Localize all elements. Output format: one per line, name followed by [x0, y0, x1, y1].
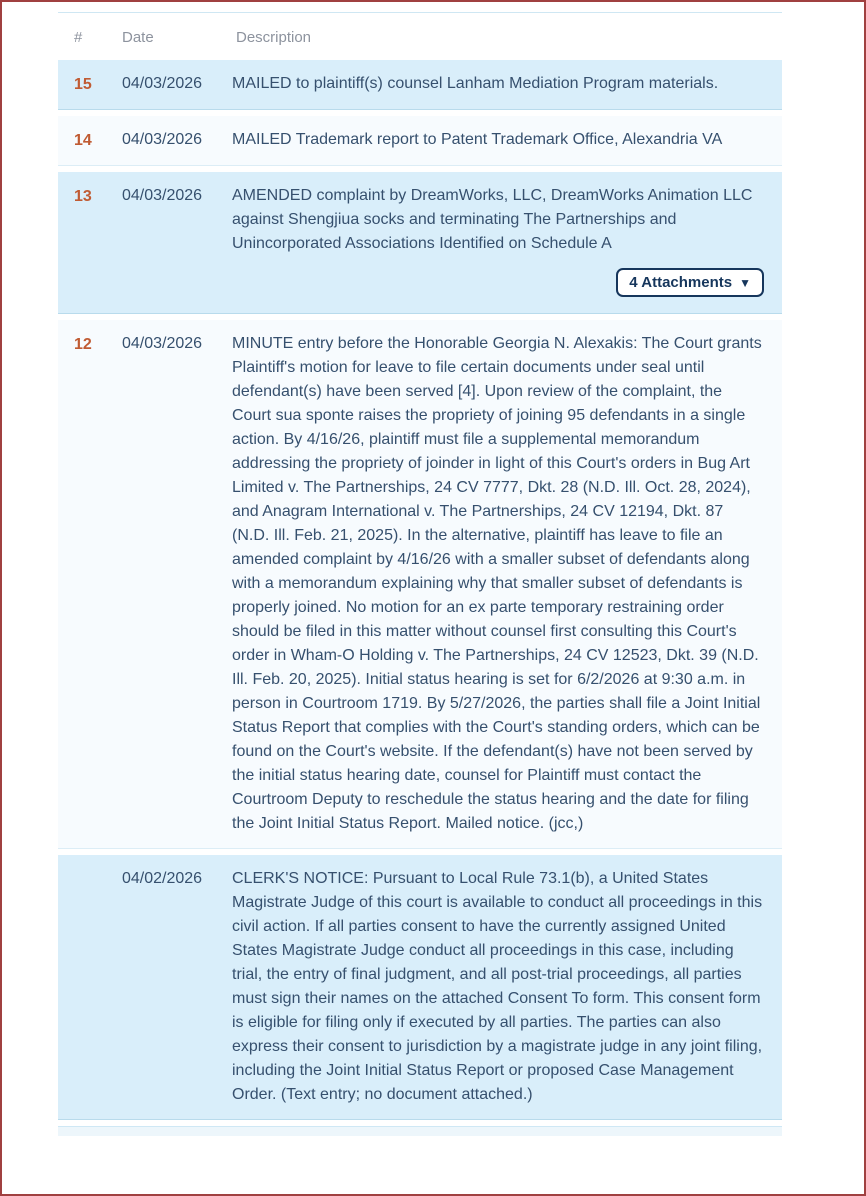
- entry-number: 15: [74, 76, 92, 93]
- entry-description: CLERK'S NOTICE: Pursuant to Local Rule 73.1(b), a United States Magistrate Judge of this court is available to conduct all proceedings in this civil action. If all parties consent to have the currently assigned United States Magistrate Judge conduct all proceedings in this case, including trial, the entry of final judgment, and all post-trial proceedings, all parties must sign their names on the attached Consent To form. This consent form is eligible for filing only if executed by all parties. The parties can also express their consent to jurisdiction by a magistrate judge in any joint filing, including the Joint Initial Status Report or proposed Case Management Order. (Text entry; no document attached.): [232, 870, 763, 1103]
- docket-row-clerks-notice: [58, 855, 782, 1120]
- entry-description: AMENDED complaint by DreamWorks, LLC, DreamWorks Animation LLC against Shengjiua socks and terminating The Partnerships and Unincorporated Associations Identified on Schedule A: [232, 187, 753, 252]
- attachments-label: 4 Attachments: [629, 274, 733, 291]
- entry-number: 14: [74, 132, 92, 149]
- entry-number: [74, 867, 108, 1107]
- entry-date: 04/03/2026: [122, 131, 203, 148]
- entry-number: 13: [74, 188, 92, 205]
- attachments-dropdown-button[interactable]: [616, 268, 764, 297]
- entry-date: 04/02/2026: [122, 870, 203, 887]
- docket-table: [58, 12, 782, 1136]
- entry-number: 12: [74, 336, 92, 353]
- caret-down-icon: ▼: [739, 275, 751, 290]
- column-header-number: #: [74, 29, 83, 46]
- entry-description: MINUTE entry before the Honorable Georgia N. Alexakis: The Court grants Plaintiff's motion for leave to file certain documents under seal until defendant(s) have been served [4]. Upon review of the complaint, the Court sua sponte raises the propriety of joining 95 defendants in a single action. By 4/16/26, plaintiff must file a supplemental memorandum addressing the propriety of joinder in light of this Court's orders in Bug Art Limited v. The Partnerships, 24 CV 7777, Dkt. 28 (N.D. Ill. Oct. 28, 2024), and Anagram International v. The Partnerships, 24 CV 12194, Dkt. 87 (N.D. Ill. Feb. 21, 2025). In the alternative, plaintiff has leave to file an amended complaint by 4/16/26 with a smaller subset of defendants along with a memorandum explaining why that smaller subset of defendants is properly joined. No motion for an ex parte temporary restraining order should be filed in this matter without counsel first consulting this Court's order in Wham-O Holding v. The Partnerships, 24 CV 12523, Dkt. 39 (N.D. Ill. Feb. 20, 2025). Initial status hearing is set for 6/2/2026 at 9:30 a.m. in person in Courtroom 1719. By 5/27/2026, the parties shall file a Joint Initial Status Report that complies with the Court's standing orders, which can be found on the Court's website. If the defendant(s) have not been served by the initial status hearing date, counsel for Plaintiff must contact the Courtroom Deputy to reschedule the status hearing and the date for filing the Joint Initial Status Report. Mailed notice. (jcc,): [232, 335, 762, 832]
- entry-date: 04/03/2026: [122, 335, 203, 352]
- docket-row-12: [58, 320, 782, 849]
- docket-row-15: [58, 60, 782, 110]
- entry-date: 04/03/2026: [122, 187, 203, 204]
- column-header-date: Date: [122, 29, 154, 46]
- table-header-row: [58, 13, 782, 60]
- docket-row-14: [58, 116, 782, 166]
- next-row-partial: [58, 1126, 782, 1136]
- entry-date: 04/03/2026: [122, 75, 203, 92]
- entry-description: MAILED to plaintiff(s) counsel Lanham Mediation Program materials.: [232, 75, 719, 92]
- column-header-description: Description: [236, 29, 312, 46]
- docket-row-13: [58, 172, 782, 314]
- entry-description-cell: [232, 184, 764, 301]
- attachments-container: [232, 268, 764, 297]
- entry-description: MAILED Trademark report to Patent Trademark Office, Alexandria VA: [232, 131, 723, 148]
